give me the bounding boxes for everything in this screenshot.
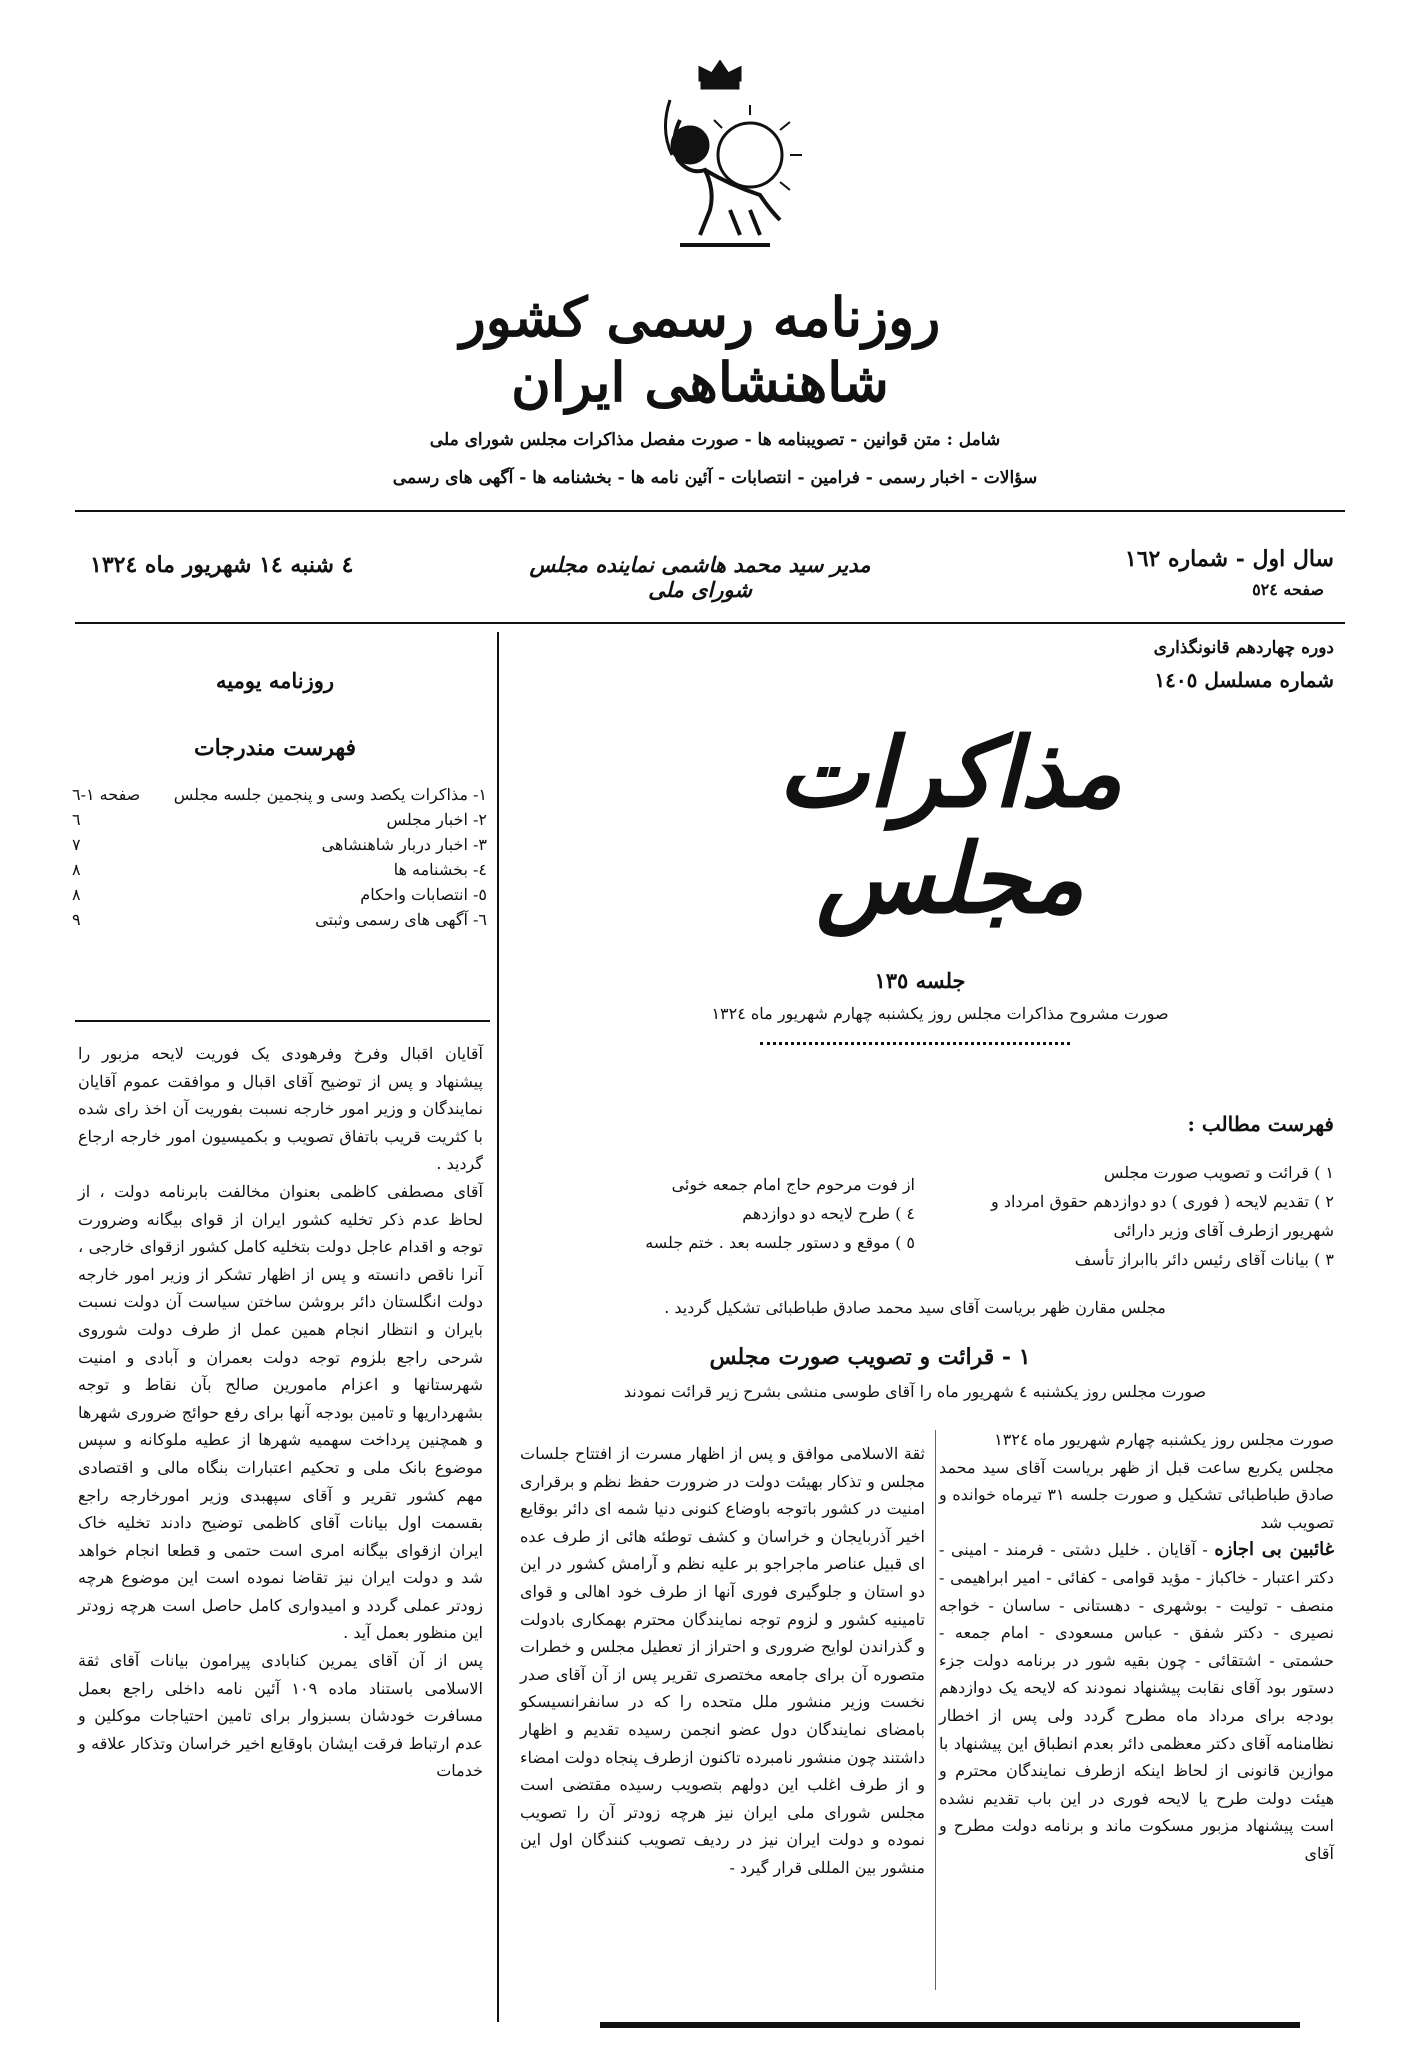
agenda-item: ٣ ) بیانات آقای رئیس دائر باابراز تأسف — [1074, 1250, 1334, 1269]
inner-column-divider — [935, 1430, 936, 1990]
newspaper-masthead: روزنامه رسمی کشور شاهنشاهی ایران — [459, 285, 941, 414]
section-1-intro: صورت مجلس روز یکشنبه ٤ شهریور ماه را آقای طوسی منشی بشرح زیر قرائت نمودند — [623, 1382, 1207, 1401]
section-1-heading: ١ - قرائت و تصویب صورت مجلس — [709, 1344, 1031, 1370]
toc-item — [72, 907, 487, 932]
serial-number: شماره مسلسل ١٤٠٥ — [1154, 668, 1334, 692]
dotted-divider — [760, 1042, 1070, 1045]
paragraph: آقایان اقبال وفرخ وفرهودی یک فوریت لایحه مزبور را پیشنهاد و پس از توضیح آقای اقبال و موافقت عموم آقایان نمایندگان و وزیر امور خارجه نسبت بفوریت آن اخذ رای شده با کثریت قریب باتفاق تصویب و بکمیسیون امور خارجه ارجاع گردید . — [78, 1044, 483, 1174]
masthead-subtitle-2: سؤالات - اخبار رسمی - فرامین - انتصابات - آئین نامه ها - بخشنامه ها - آگهی های رسمی — [392, 468, 1038, 488]
issue-date: ٤ شنبه ١٤ شهریور ماه ١٣٢٤ — [90, 552, 354, 578]
toc-separator — [75, 1020, 490, 1022]
paragraph: مجلس یکربع ساعت قبل از ظهر بریاست آقای سید محمد صادق طباطبائی تشکیل و صورت جلسه ٣١ تیرماه خوانده و تصویب شد — [939, 1457, 1335, 1532]
toc-label: ٢- اخبار مجلس — [386, 810, 487, 829]
toc-item — [72, 807, 487, 832]
toc-item — [72, 832, 487, 857]
table-of-contents — [72, 782, 487, 932]
toc-page: ٨ — [72, 885, 81, 904]
toc-page: صفحه ١-٦ — [72, 785, 141, 804]
daily-paper-label: روزنامه یومیه — [215, 668, 335, 693]
header-rule-top — [75, 510, 1345, 512]
agenda-item: ٢ ) تقدیم لایحه ( فوری ) دو دوازدهم حقوق امرداد و شهریور ازطرف آقای وزیر دارائی — [991, 1192, 1334, 1240]
paragraph — [939, 1536, 1334, 1867]
agenda-item: ٤ ) طرح لایحه دو دوازدهم — [742, 1204, 915, 1223]
toc-label: ٦- آگهی های رسمی وثبتی — [315, 910, 487, 929]
minutes-column-left — [78, 1040, 483, 1785]
toc-page: ٦ — [72, 810, 81, 829]
minutes-column-right — [939, 1426, 1334, 1868]
toc-page: ٩ — [72, 910, 81, 929]
section-title-parliament-debates: مذاکرات مجلس — [777, 716, 1123, 935]
column-divider — [497, 632, 499, 2022]
lion-and-sun-emblem — [620, 60, 820, 260]
toc-item — [72, 882, 487, 907]
toc-label: ٥- انتصابات واحکام — [360, 885, 487, 904]
legislative-period: دوره چهاردهم قانونگذاری — [1153, 638, 1334, 658]
minutes-column-middle — [520, 1440, 925, 1882]
session-description: صورت مشروح مذاکرات مجلس روز یکشنبه چهارم شهریور ماه ١٣٢٤ — [711, 1004, 1169, 1023]
absent-list: - آقایان . خلیل دشتی - فرمند - امینی - دکتر اعتبار - خاکباز - مؤید قوامی - کفائی - امیر ابراهیمی - منصف - تولیت - بوشهری - دهستانی - ساسان - خواجه نصیری - دکتر شفق - عباس مسعودی - امام جمعه - حشمتی - اشتقائی - چون بقیه شور در برنامه دولت جزء دستور بود آقای نقابت پیشنهاد نمودند که لایحه یک دوازدهم بودجه برای مرداد ماه مطرح گردد ولی پس از اخطار نظامنامه آقای دکتر معظمی دائر بعدم انطباق این پیشنهاد با موازین قانونی از لحاظ اینکه ازطرف نمایندگان محترم و هیئت دولت طرح یا لایحه فوری در این باب تقدیم نشده است پیشنهاد مزبور مسکوت ماند و برنامه دولت مطرح و آقای — [939, 1540, 1334, 1863]
session-opening-line: مجلس مقارن ظهر بریاست آقای سید محمد صادق طباطبائی تشکیل گردید . — [664, 1298, 1166, 1317]
paragraph: آقای مصطفی کاظمی بعنوان مخالفت بابرنامه دولت ، از لحاظ عدم ذکر تخلیه کشور ایران از قوای بیگانه وضرورت توجه و اقدام عاجل دولت بتخلیه کامل کشور ازقوای خارجی ، آنرا ناقص دانسته و پس از اظهار تشکر از وزیر امور خارجه دولت انگلستان دائر بروشن ساختن سیاست آن دولت نسبت بایران و انتظار انجام همین عمل از طرف دولت شوروی شرحی راجع بلزوم توجه دولت بعمران و آبادی و امنیت شهرستانها و اعزام مامورین صالح بآن نقاط و توجه بشهرداریها و تامین بودجه آنها برای رفع حوائج ضروری شهرها و همچنین پرداخت سهمیه شهرها از عطیه ملوکانه و سپس موضوع بانک ملی و تحکیم اعتبارات بنگاه مالی و اقتصادی مهم کشور تقریر و آقای سپهبدی وزیر امورخارجه راجع بقسمت اول بیانات آقای کاظمی توضیح دادند تخلیه خاک ایران ازقوای بیگانه امری است حتمی و قطعا انجام خواهد شد و دولت ایران نیز تقاضا نموده است این موضوع هرچه زودتر عملی گردد و امیدواری کامل حاصل است هرچه زودتر این منظور بعمل آید . — [78, 1181, 484, 1643]
header-rule-bottom — [75, 622, 1345, 624]
toc-item — [72, 782, 487, 807]
toc-page: ٧ — [72, 835, 81, 854]
page-bottom-band — [600, 2022, 1300, 2028]
agenda-item: از فوت مرحوم حاج امام جمعه خوئی — [671, 1175, 915, 1194]
toc-label: ٤- بخشنامه ها — [393, 860, 487, 879]
toc-label: ٣- اخبار دربار شاهنشاهی — [321, 835, 487, 854]
paragraph: صورت مجلس روز یکشنبه چهارم شهریور ماه ١٣٢٤ — [994, 1430, 1334, 1449]
toc-heading: فهرست مندرجات — [193, 735, 357, 761]
agenda-item: ١ ) قرائت و تصویب صورت مجلس — [1103, 1163, 1334, 1182]
masthead-subtitle-1: شامل : متن قوانین - تصویبنامه ها - صورت مفصل مذاکرات مجلس شورای ملی — [429, 430, 1001, 450]
editor-line: مدیر سید محمد هاشمی نماینده مجلس شورای ملی — [529, 552, 871, 602]
paragraph: پس از آن آقای یمرین کنابادی پیرامون بیانات آقای ثقة الاسلامی باستناد ماده ١٠٩ آئین نامه داخلی راجع بعمل مسافرت خودشان بسبزوار برای تامین احتیاجات موکلین و عدم ارتباط فرقت ایشان باوقایع اخیر خراسان وتذکار علاقه و خدمات — [78, 1651, 483, 1781]
page-number: صفحه ٥٢٤ — [1252, 580, 1324, 599]
paragraph: ثقة الاسلامی موافق و پس از اظهار مسرت از افتتاح جلسات مجلس و تذکار بهیئت دولت در ضرورت حفظ نظم و برقراری امنیت در کشور باتوجه باوضاع کنونی دنیا شمه ای دائر بوقایع اخیر آذربایجان و خراسان و کشف توطئه هائی از طرف عده ای قبیل عناصر ماجراجو بر علیه نظم و آرامش کشور در این دو استان و جلوگیری فوری آنها از طرف خود اهالی و قوای تامینیه کشور و لزوم توجه نمایندگان محترم بهمکاری بادولت و گذراندن لوایح ضروری و احتراز از تعطیل مجلس و خطرات متصوره آن برای جامعه مختصری تقریر پس از آن آقای صدر نخست وزیر منشور ملل متحده را که در سانفرانسیسکو بامضای نمایندگان دول عضو انجمن رسیده تقدیم و اظهار داشتند چون منشور نامبرده تاکنون ازطرف پنجاه دولت امضاء و از طرف اغلب این دولهم بتصویب رسیده مقتضی است مجلس شورای ملی ایران نیز هرچه زودتر آن را تصویب نموده و دولت ایران نیز در ردیف تصویب کنندگان اول این منشور بین المللی قرار گیرد - — [520, 1444, 925, 1877]
toc-label: ١- مذاکرات یکصد وسی و پنجمین جلسه مجلس — [173, 785, 487, 804]
agenda-right-column — [944, 1158, 1334, 1274]
toc-page: ٨ — [72, 860, 81, 879]
absent-heading: غائبین بی اجازه — [1214, 1539, 1334, 1561]
year-issue-number: سال اول - شماره ١٦٢ — [1124, 546, 1334, 572]
agenda-item: ٥ ) موقع و دستور جلسه بعد . ختم جلسه — [645, 1233, 915, 1252]
toc-item — [72, 857, 487, 882]
session-number: جلسه ١٣٥ — [874, 968, 966, 993]
agenda-left-column — [520, 1170, 915, 1257]
agenda-heading: فهرست مطالب : — [1187, 1112, 1334, 1136]
